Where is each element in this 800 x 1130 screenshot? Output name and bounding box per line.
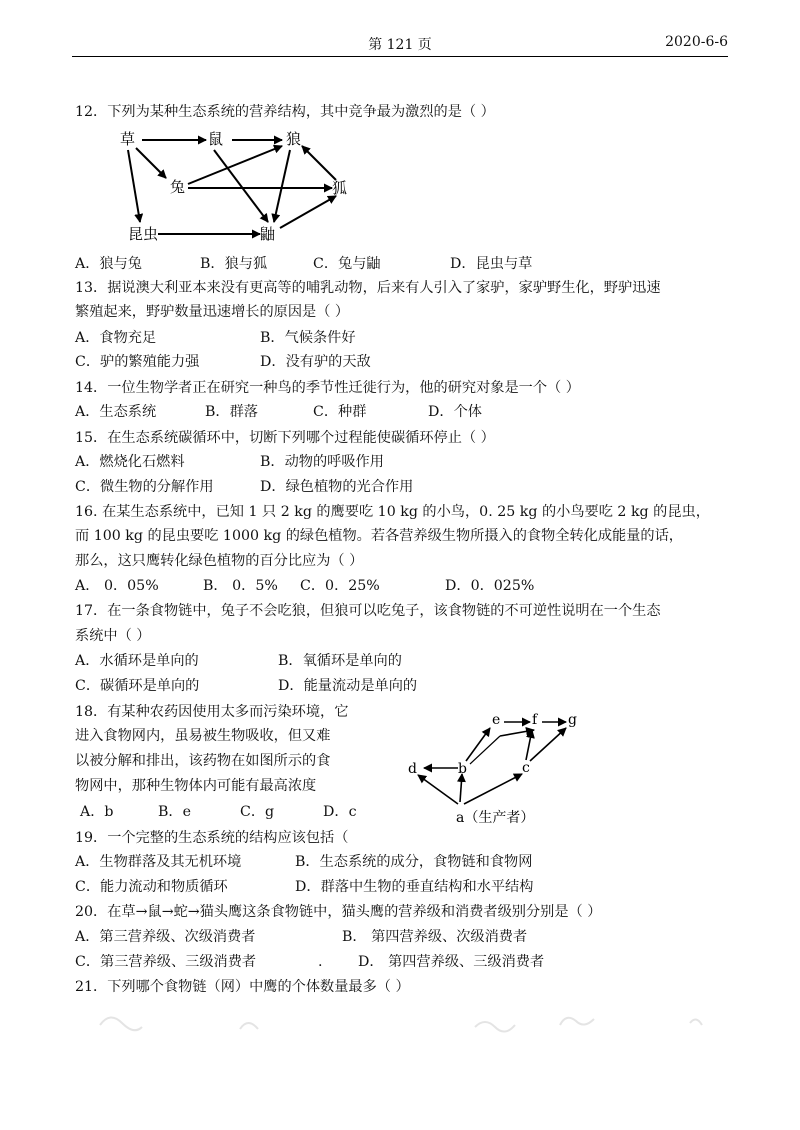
q19-option-a[interactable]: A．生物群落及其无机环境 [75, 854, 242, 870]
q16-stem-line1: 16. 在某生态系统中，已知 1 只 2 kg 的鹰要吃 10 kg 的小鸟，0. 25 kg 的小鸟要吃 2 kg 的昆虫， [75, 504, 710, 520]
q18-option-d[interactable]: D．c [323, 804, 357, 820]
node-grass: 草 [120, 130, 136, 148]
edge-wolf-vole [274, 150, 290, 222]
node-e: e [492, 712, 501, 728]
q13-option-b[interactable]: B．气候条件好 [260, 330, 356, 346]
node-c: c [522, 760, 530, 776]
q18-option-b[interactable]: B．e [158, 804, 192, 820]
node-b: b [458, 761, 467, 777]
q17-option-c[interactable]: C．碳循环是单向的 [75, 678, 200, 694]
node-rat: 鼠 [208, 130, 224, 148]
q12-option-b[interactable]: B．狼与狐 [200, 256, 268, 272]
edge-c-f [526, 730, 532, 760]
q18-stem-line2: 进入食物网内，虽易被生物吸收，但又难 [75, 728, 331, 744]
q14-option-a[interactable]: A．生态系统 [75, 404, 157, 420]
q12-option-c[interactable]: C．兔与鼬 [313, 256, 381, 272]
q15-option-a[interactable]: A．燃烧化石燃料 [75, 454, 185, 470]
q19-stem: 19．一个完整的生态系统的结构应该包括（ [75, 830, 349, 846]
header-date: 2020-6-6 [665, 34, 728, 50]
q18-food-web-diagram [400, 706, 600, 830]
header-rule [72, 56, 728, 57]
q13-option-c[interactable]: C．驴的繁殖能力强 [75, 354, 200, 370]
edge-grass-insect [128, 150, 140, 222]
edge-a-c [464, 774, 522, 804]
q12-stem: 12．下列为某种生态系统的营养结构，其中竞争最为激烈的是（ ） [75, 104, 495, 120]
node-fox: 狐 [332, 179, 348, 197]
q17-option-a[interactable]: A．水循环是单向的 [75, 653, 199, 669]
node-g: g [568, 712, 577, 728]
page-number: 第 121 页 [368, 37, 432, 53]
q18-stem-line4: 物网中，那种生物体内可能有最高浓度 [75, 778, 317, 794]
q14-option-d[interactable]: D．个体 [428, 404, 482, 420]
edge-a-d [418, 775, 458, 804]
q20-option-b[interactable]: B． 第四营养级、次级消费者 [342, 929, 528, 945]
q19-option-d[interactable]: D．群落中生物的垂直结构和水平结构 [295, 879, 534, 895]
edge-grass-rabbit [136, 148, 166, 178]
node-rabbit: 兔 [170, 178, 186, 196]
q13-option-a[interactable]: A．食物充足 [75, 330, 157, 346]
node-d: d [408, 761, 417, 777]
q12-option-d[interactable]: D．昆虫与草 [450, 256, 533, 272]
q20-option-a[interactable]: A．第三营养级、次级消费者 [75, 929, 256, 945]
q20-stem: 20．在草→鼠→蛇→猫头鹰这条食物链中，猫头鹰的营养级和消费者级别分别是（ ） [75, 904, 602, 920]
q18-stem-line3: 以被分解和排出，该药物在如图所示的食 [75, 753, 331, 769]
q17-stem-line1: 17．在一条食物链中，兔子不会吃狼，但狼可以吃兔子，该食物链的不可逆性说明在一个生态 [75, 603, 661, 619]
q18-option-a[interactable]: A．b [80, 804, 114, 820]
q16-option-d[interactable]: D．0．025% [445, 578, 535, 594]
edge-branch-f [500, 730, 534, 736]
edge-rat-vole [214, 150, 268, 222]
q20-stray-dot: . [318, 954, 323, 970]
edge-vole-fox [280, 196, 336, 228]
q20-option-c[interactable]: C．第三营养级、三级消费者 [75, 954, 257, 970]
q14-option-c[interactable]: C．种群 [313, 404, 367, 420]
q15-option-d[interactable]: D．绿色植物的光合作用 [260, 479, 414, 495]
q14-option-b[interactable]: B．群落 [205, 404, 258, 420]
q13-stem-line2: 繁殖起来，野驴数量迅速增长的原因是（ ） [75, 304, 350, 320]
q18-option-c[interactable]: C．g [240, 804, 275, 820]
q16-option-b[interactable]: B． 0．5% [203, 578, 278, 594]
q16-stem-line3: 那么，这只鹰转化绿色植物的百分比应为（ ） [75, 553, 364, 569]
q16-option-a[interactable]: A． 0．05% [75, 578, 159, 594]
q15-stem: 15．在生态系统碳循环中，切断下列哪个过程能使碳循环停止（ ） [75, 430, 495, 446]
q15-option-c[interactable]: C．微生物的分解作用 [75, 479, 214, 495]
node-insect: 昆虫 [128, 225, 159, 243]
q17-stem-line2: 系统中（ ） [75, 628, 151, 644]
q17-option-b[interactable]: B．氧循环是单向的 [278, 653, 402, 669]
q16-option-c[interactable]: C．0．25% [300, 578, 380, 594]
q12-food-web-diagram [110, 128, 370, 250]
node-a-producer: a（生产者） [456, 810, 535, 826]
q18-stem-line1: 18．有某种农药因使用太多而污染环境，它 [75, 704, 349, 720]
node-vole: 鼬 [260, 225, 276, 243]
scan-bleed-through [80, 1005, 730, 1045]
q21-stem: 21．下列哪个食物链（网）中鹰的个体数量最多（ ） [75, 979, 410, 995]
q16-stem-line2: 而 100 kg 的昆虫要吃 1000 kg 的绿色植物。若各营养级生物所摄入的食物全转化成能量的话， [75, 528, 683, 544]
node-f: f [532, 712, 538, 728]
q20-option-d[interactable]: D． 第四营养级、三级消费者 [358, 954, 545, 970]
q15-option-b[interactable]: B．动物的呼吸作用 [260, 454, 384, 470]
q13-stem-line1: 13．据说澳大利亚本来没有更高等的哺乳动物，后来有人引入了家驴，家驴野生化，野驴迅速 [75, 280, 661, 296]
edge-a-b [460, 774, 462, 802]
edge-fox-wolf [302, 146, 336, 180]
q19-option-c[interactable]: C．能力流动和物质循环 [75, 879, 228, 895]
q13-option-d[interactable]: D．没有驴的天敌 [260, 354, 371, 370]
node-wolf: 狼 [286, 130, 302, 148]
q14-stem: 14．一位生物学者正在研究一种鸟的季节性迁徙行为，他的研究对象是一个（ ） [75, 380, 580, 396]
q17-option-d[interactable]: D．能量流动是单向的 [278, 678, 418, 694]
q19-option-b[interactable]: B．生态系统的成分，食物链和食物网 [295, 854, 533, 870]
q12-option-a[interactable]: A．狼与兔 [75, 256, 142, 272]
edge-c-g [530, 728, 566, 761]
page-header [72, 34, 728, 56]
